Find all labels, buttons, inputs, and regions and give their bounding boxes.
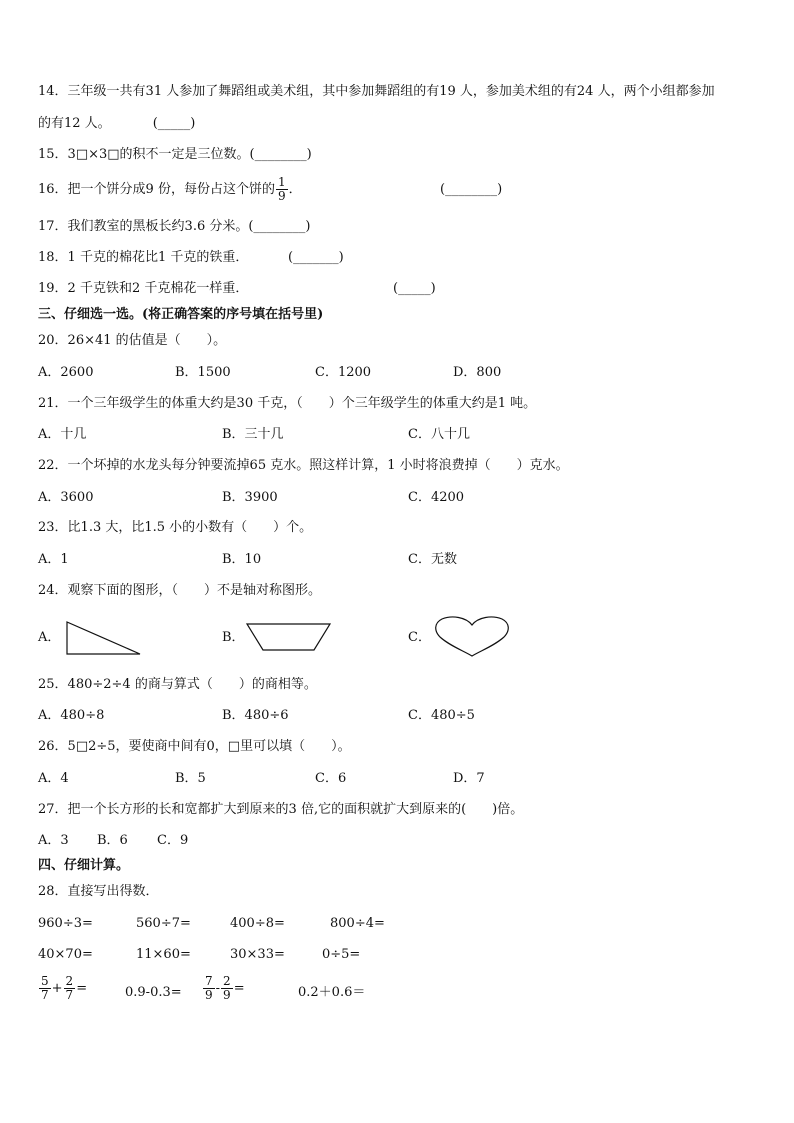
- calc-item: 960÷3=: [38, 916, 93, 931]
- question-27-option-a: A．3: [38, 833, 69, 848]
- calc-item: 800÷4=: [330, 916, 385, 931]
- question-22-option-b: B．3900: [222, 490, 278, 505]
- calc-item: 11×60=: [136, 947, 191, 962]
- question-21-option-c: C．八十几: [408, 427, 470, 442]
- question-28: 28．直接写出得数．: [38, 884, 159, 899]
- question-23-option-a: A．1: [38, 552, 69, 567]
- trapezoid-shape: [244, 621, 334, 653]
- question-22-option-a: A．3600: [38, 490, 94, 505]
- calc-item: 40×70=: [38, 947, 93, 962]
- question-14-blank: (_____): [152, 116, 196, 131]
- question-16-text: 16．把一个饼分成9 份，每份占这个饼的: [38, 182, 275, 197]
- question-25-option-c: C．480÷5: [408, 708, 475, 723]
- question-24: 24．观察下面的图形，（ ）不是轴对称图形。: [38, 583, 322, 598]
- question-20: 20．26×41 的估值是（ ）。: [38, 333, 227, 348]
- question-20-option-c: C．1200: [315, 365, 372, 380]
- question-17: 17．我们教室的黑板长约3.6 分米。(________): [38, 219, 311, 234]
- question-23-option-c: C．无数: [408, 552, 457, 567]
- section-3-heading: 三、仔细选一选。(将正确答案的序号填在括号里): [38, 307, 324, 322]
- question-18-blank: (_______): [288, 250, 344, 265]
- question-25-option-a: A．480÷8: [38, 708, 105, 723]
- question-18-text: 18．1 千克的棉花比1 千克的铁重．: [38, 250, 249, 265]
- right-triangle-shape: [64, 619, 144, 657]
- question-22: 22．一个坏掉的水龙头每分钟要流掉65 克水。照这样计算，1 小时将浪费掉（ ）克水。: [38, 458, 569, 473]
- calc-item: 560÷7=: [136, 916, 191, 931]
- question-26-option-d: D．7: [453, 771, 485, 786]
- question-23-option-b: B．10: [222, 552, 262, 567]
- question-27: 27．把一个长方形的长和宽都扩大到原来的3 倍,它的面积就扩大到原来的( )倍。: [38, 802, 524, 817]
- question-22-option-c: C．4200: [408, 490, 465, 505]
- calc-item: 30×33=: [230, 947, 285, 962]
- question-26-option-b: B．5: [175, 771, 206, 786]
- question-14-text: 的有12 人。: [38, 116, 111, 131]
- question-14-line1: 14．三年级一共有31 人参加了舞蹈组或美术组，其中参加舞蹈组的有19 人，参加美术组的有24 人，两个小组都参加: [38, 84, 715, 99]
- question-19-text: 19．2 千克铁和2 千克棉花一样重．: [38, 281, 249, 296]
- question-16-blank: (________): [440, 182, 503, 197]
- calc-fraction-diff: $\frac{7}{9}$ - $\frac{2}{9}$ =: [205, 974, 245, 1002]
- calc-item: 400÷8=: [230, 916, 285, 931]
- section-4-heading: 四、仔细计算。: [38, 858, 130, 873]
- question-26-option-c: C．6: [315, 771, 347, 786]
- question-25-option-b: B．480÷6: [222, 708, 289, 723]
- question-20-option-a: A．2600: [38, 365, 94, 380]
- question-26: 26．5□2÷5，要使商中间有0，□里可以填（ ）。: [38, 739, 351, 754]
- fraction-one-ninth: $\frac{1}{9}$: [277, 175, 286, 203]
- question-27-option-b: B．6: [97, 833, 128, 848]
- question-23: 23．比1.3 大，比1.5 小的小数有（ ）个。: [38, 520, 313, 535]
- question-20-option-d: D．800: [453, 365, 502, 380]
- question-25: 25．480÷2÷4 的商与算式（ ）的商相等。: [38, 677, 317, 692]
- question-27-option-c: C．9: [157, 833, 189, 848]
- question-14-line2: [38, 115, 195, 133]
- question-24-option-a: A．: [38, 630, 61, 645]
- question-21-option-a: A．十几: [38, 427, 87, 442]
- question-26-option-a: A．4: [38, 771, 69, 786]
- question-19-blank: (_____): [393, 281, 436, 296]
- question-21: 21．一个三年级学生的体重大约是30 千克，（ ）个三年级学生的体重大约是1 吨。: [38, 396, 537, 411]
- calc-item: 0÷5=: [322, 947, 361, 962]
- question-20-option-b: B．1500: [175, 365, 231, 380]
- calc-item: 0.2＋0.6＝: [298, 985, 366, 1000]
- question-16: 16．把一个饼分成9 份，每份占这个饼的 $\frac{1}{9}$ ．: [38, 175, 302, 203]
- question-24-option-b: B．: [222, 630, 245, 645]
- question-21-option-b: B．三十几: [222, 427, 284, 442]
- calc-fraction-sum: $\frac{5}{7}$ + $\frac{2}{7}$ =: [41, 974, 88, 1002]
- calc-item: 0.9-0.3=: [125, 985, 182, 1000]
- question-15: 15．3□×3□的积不一定是三位数。(________): [38, 147, 312, 162]
- question-24-option-c: C．: [408, 630, 431, 645]
- heart-shape: [432, 615, 512, 659]
